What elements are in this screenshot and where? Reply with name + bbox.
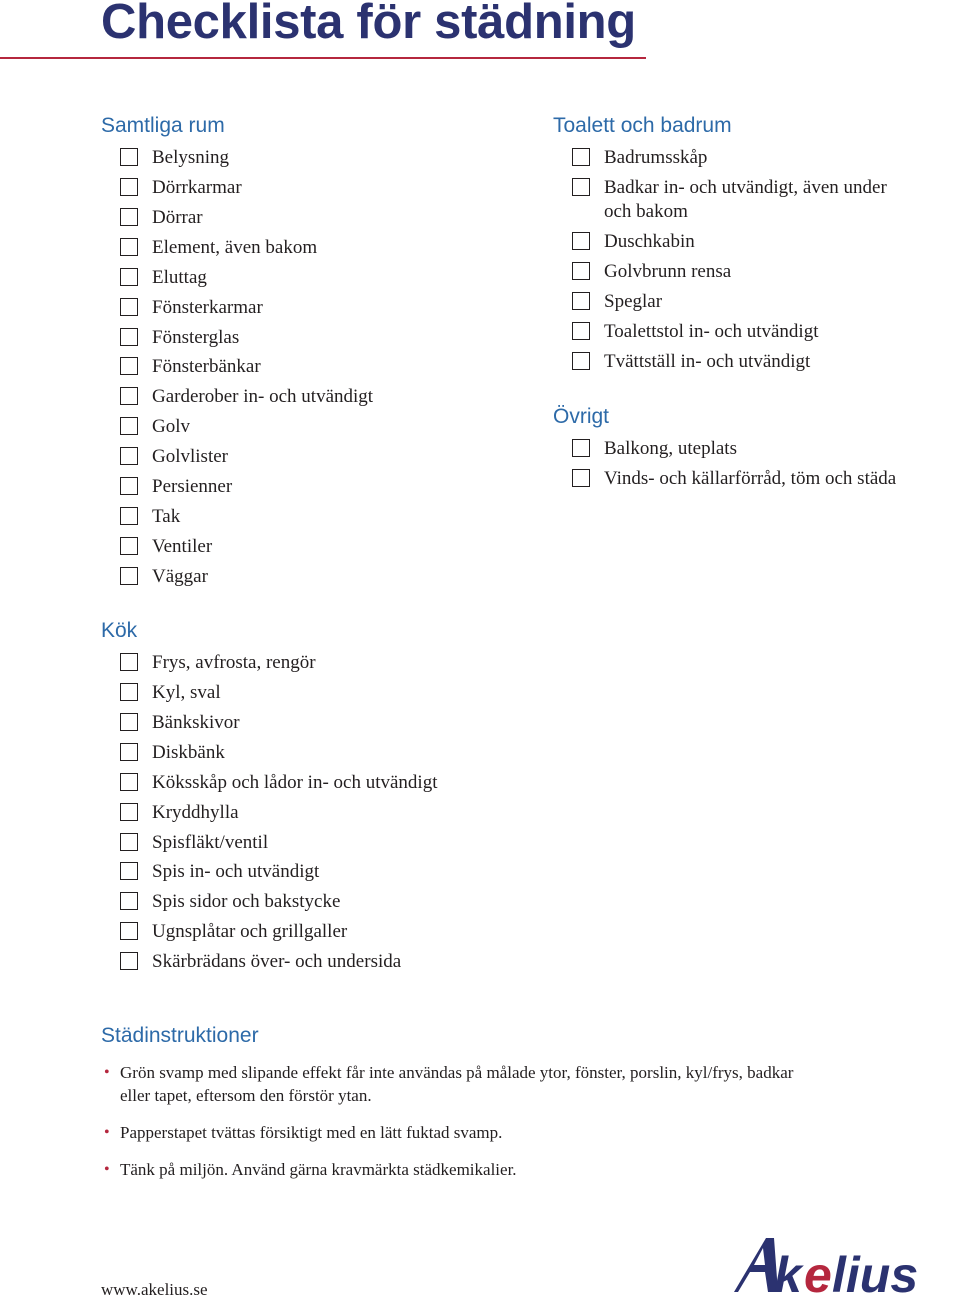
checklist-item (604, 350, 810, 374)
checkbox[interactable] (120, 567, 138, 585)
checklist-item-label: Garderober in- och utvändigt (152, 386, 374, 407)
checklist-item-continuation (604, 200, 688, 224)
checkbox[interactable] (120, 683, 138, 701)
bullet-icon: • (104, 1064, 110, 1081)
checkbox[interactable] (572, 148, 590, 166)
checklist-item (152, 475, 232, 499)
checklist-item (152, 741, 225, 765)
checklist-item-label: Bänkskivor (152, 712, 240, 733)
checklist-item-label: Balkong, uteplats (604, 438, 737, 459)
website-link[interactable]: www.akelius.se (101, 1280, 208, 1299)
checklist-item-label: Element, även bakom (152, 237, 318, 258)
checklist-item-label: Badkar in- och utvändigt, även under (604, 177, 887, 198)
section-heading-kok: Kök (101, 619, 138, 642)
bullet-icon: • (104, 1161, 110, 1178)
checklist-item (152, 711, 240, 735)
checklist-item (152, 920, 347, 944)
checklist-item-label: Spis sidor och bakstycke (152, 891, 341, 912)
checklist-item-label: Dörrar (152, 207, 203, 228)
instruction-text: eller tapet, eftersom den förstör ytan. (120, 1086, 372, 1105)
checklist-item-label: Tak (152, 506, 181, 527)
checklist-item (152, 535, 212, 559)
checklist-item-label: Fönsterglas (152, 327, 240, 348)
checkbox[interactable] (572, 292, 590, 310)
svg-text:lius: lius (832, 1247, 919, 1300)
checkbox[interactable] (120, 238, 138, 256)
checklist-item-label: Spisfläkt/ventil (152, 832, 269, 853)
checklist-item (152, 146, 229, 170)
checklist-item (604, 260, 731, 284)
checklist-item (604, 290, 662, 314)
checklist-item-label: Golv (152, 416, 190, 437)
checkbox[interactable] (120, 357, 138, 375)
checklist-item-label: Diskbänk (152, 742, 225, 763)
checklist-item (152, 385, 373, 409)
checklist-item-label: Persienner (152, 476, 233, 497)
checklist-item (152, 326, 239, 350)
checkbox[interactable] (572, 178, 590, 196)
checkbox[interactable] (120, 328, 138, 346)
checklist-item (152, 355, 261, 379)
akelius-logo-mark (734, 1238, 918, 1300)
checklist-item (152, 890, 340, 914)
checklist-item-label: Ventiler (152, 536, 213, 557)
akelius-logo (716, 1234, 958, 1300)
checklist-item-label: Fönsterkarmar (152, 297, 263, 318)
instruction-text: Tänk på miljön. Använd gärna kravmärkta städkemikalier. (120, 1160, 517, 1179)
checklist-item-label: Golvlister (152, 446, 228, 467)
checklist-item-label: Toalettstol in- och utvändigt (604, 321, 819, 342)
checklist-item (152, 565, 208, 589)
section-heading-toalett-och-badrum: Toalett och badrum (553, 114, 732, 137)
checklist-item (152, 771, 437, 795)
checklist-item (604, 146, 707, 170)
checkbox[interactable] (572, 439, 590, 457)
checkbox[interactable] (120, 387, 138, 405)
checkbox[interactable] (120, 447, 138, 465)
checklist-item-label: Kyl, sval (152, 682, 221, 703)
instruction-item (104, 1121, 860, 1144)
checklist-item (152, 950, 401, 974)
checklist-item-label: Duschkabin (604, 231, 695, 252)
checklist-item-label: och bakom (604, 201, 688, 222)
checklist-item-label: Golvbrunn rensa (604, 261, 732, 282)
checkbox[interactable] (120, 922, 138, 940)
checklist-item (152, 236, 317, 260)
checkbox[interactable] (572, 352, 590, 370)
checklist-item-label: Fönsterbänkar (152, 356, 261, 377)
checkbox[interactable] (572, 232, 590, 250)
checklist-item (152, 296, 263, 320)
bullet-icon: • (104, 1124, 110, 1141)
checkbox[interactable] (120, 148, 138, 166)
checklist-item (152, 681, 221, 705)
checklist-item (152, 445, 228, 469)
instruction-text: Papperstapet tvättas försiktigt med en lätt fuktad svamp. (120, 1123, 503, 1142)
checkbox[interactable] (120, 803, 138, 821)
svg-text:e: e (804, 1247, 832, 1300)
checklist-item (152, 860, 319, 884)
instruction-item (104, 1061, 860, 1084)
checkbox[interactable] (120, 298, 138, 316)
checkbox[interactable] (572, 262, 590, 280)
checklist-item (152, 206, 203, 230)
checkbox[interactable] (120, 417, 138, 435)
instruction-text: Grön svamp med slipande effekt får inte användas på målade ytor, fönster, porslin, kyl/frys, badkar (120, 1063, 794, 1082)
checklist-item (152, 176, 242, 200)
checkbox[interactable] (572, 469, 590, 487)
checkbox[interactable] (120, 773, 138, 791)
checkbox[interactable] (120, 653, 138, 671)
checklist-item (152, 651, 316, 675)
checklist-item-label: Tvättställ in- och utvändigt (604, 351, 811, 372)
svg-text:k: k (774, 1247, 802, 1300)
checklist-item-label: Badrumsskåp (604, 147, 708, 168)
checklist-item-label: Eluttag (152, 267, 207, 288)
checklist-item (604, 437, 737, 461)
checkbox[interactable] (120, 862, 138, 880)
checkbox[interactable] (120, 952, 138, 970)
checkbox[interactable] (120, 833, 138, 851)
checkbox[interactable] (572, 322, 590, 340)
checklist-item-label: Spis in- och utvändigt (152, 861, 320, 882)
checklist-item-label: Väggar (152, 566, 208, 587)
checkbox[interactable] (120, 178, 138, 196)
page-title: Checklista för städning (101, 0, 636, 49)
checkbox[interactable] (120, 477, 138, 495)
checkbox[interactable] (120, 713, 138, 731)
checklist-item-label: Kryddhylla (152, 802, 239, 823)
section-heading-ovrigt: Övrigt (553, 405, 610, 428)
checklist-item (152, 415, 190, 439)
section-heading-stadinstruktioner: Städinstruktioner (101, 1024, 259, 1047)
checklist-item (152, 505, 180, 529)
checklist-item-label: Speglar (604, 291, 663, 312)
checklist-item (604, 176, 887, 200)
checklist-item-label: Frys, avfrosta, rengör (152, 652, 316, 673)
checklist-item-label: Skärbrädans över- och undersida (152, 951, 402, 972)
checklist-item-label: Ugnsplåtar och grillgaller (152, 921, 348, 942)
checkbox[interactable] (120, 507, 138, 525)
checklist-item-label: Vinds- och källarförråd, töm och städa (604, 468, 897, 489)
checklist-item (604, 320, 819, 344)
instruction-item-continuation (120, 1084, 860, 1107)
checkbox[interactable] (120, 208, 138, 226)
checklist-item-label: Köksskåp och lådor in- och utvändigt (152, 772, 438, 793)
checklist-item-label: Dörrkarmar (152, 177, 242, 198)
checklist-item (152, 266, 207, 290)
checkbox[interactable] (120, 892, 138, 910)
checklist-item (604, 230, 695, 254)
checkbox[interactable] (120, 537, 138, 555)
instruction-item (104, 1158, 860, 1181)
section-heading-samtliga-rum: Samtliga rum (101, 114, 225, 137)
checklist-item (604, 467, 896, 491)
checklist-item (152, 831, 268, 855)
checkbox[interactable] (120, 268, 138, 286)
title-underline (0, 57, 646, 59)
checkbox[interactable] (120, 743, 138, 761)
checklist-item-label: Belysning (152, 147, 230, 168)
checklist-item (152, 801, 239, 825)
